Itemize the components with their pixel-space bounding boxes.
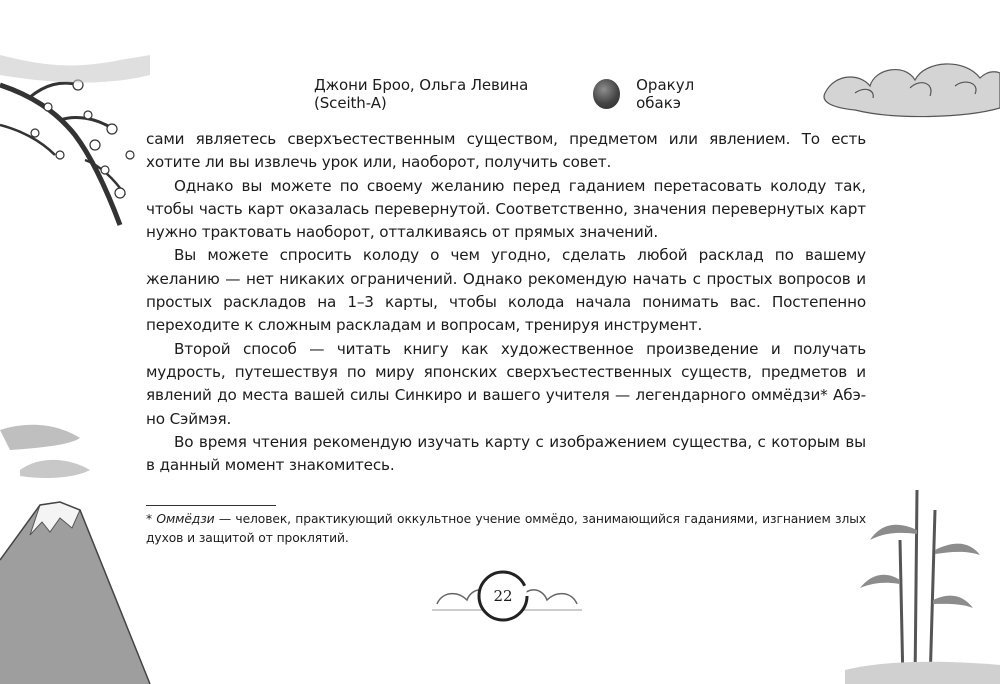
footnote-term: Оммёдзи [156, 512, 215, 526]
paragraph: Второй способ — читать книгу как художественное произведение и получать мудрость, путешествуя по миру японских сверхъестественных существ, предметов и явлений до места вашей силы Синкиро и вашего учителя — легендарного оммёдзи* Абэ-но Сэймэя. [146, 339, 866, 428]
paragraph: сами являетесь сверхъестественным существом, предметом или явлением. То есть хотите ли вы извлечь урок или, наоборот, получить совет. [146, 130, 866, 172]
cherry-blossom-branch-illustration [0, 55, 150, 230]
paragraph: Однако вы можете по своему желанию перед гаданием перетасовать колоду так, чтобы часть карт оказалась перевернутой. Соответственно, значения перевернутых карт нужно трактовать наоборот, отталкиваясь от прямых значений. [146, 176, 866, 242]
page-number-badge [475, 568, 531, 624]
paragraph: Вы можете спросить колоду о чем угодно, сделать любой расклад по вашему желанию — нет никаких ограничений. Однако рекомендую начать с простых вопросов и простых раскладов на 1–3 карты, чтобы колода начала понимать вас. Постепенно переходите к сложным раскладам и вопросам, тренируя инструмент. [146, 246, 866, 335]
footnote-marker: * [146, 512, 153, 526]
cloud-swirl-illustration [815, 48, 1000, 128]
bamboo-illustration [845, 470, 1000, 684]
mountain-illustration [0, 410, 160, 684]
footnote-text: — человек, практикующий оккультное учение оммёдо, занимающийся гаданиями, изгнанием злых духов и защитой от проклятий. [146, 512, 867, 545]
footnote [146, 510, 866, 548]
header-ink-circle-icon [593, 79, 620, 109]
running-header [314, 76, 734, 112]
header-book-title: Оракул обакэ [636, 76, 695, 112]
header-authors: Джони Броо, Ольга Левина (Sceith-A) [314, 76, 529, 112]
page-number: 22 [493, 587, 513, 605]
paragraph: Во время чтения рекомендую изучать карту с изображением существа, с которым вы в данный момент знакомитесь. [146, 432, 866, 475]
footnote-divider [146, 505, 276, 506]
body-text [146, 128, 866, 477]
